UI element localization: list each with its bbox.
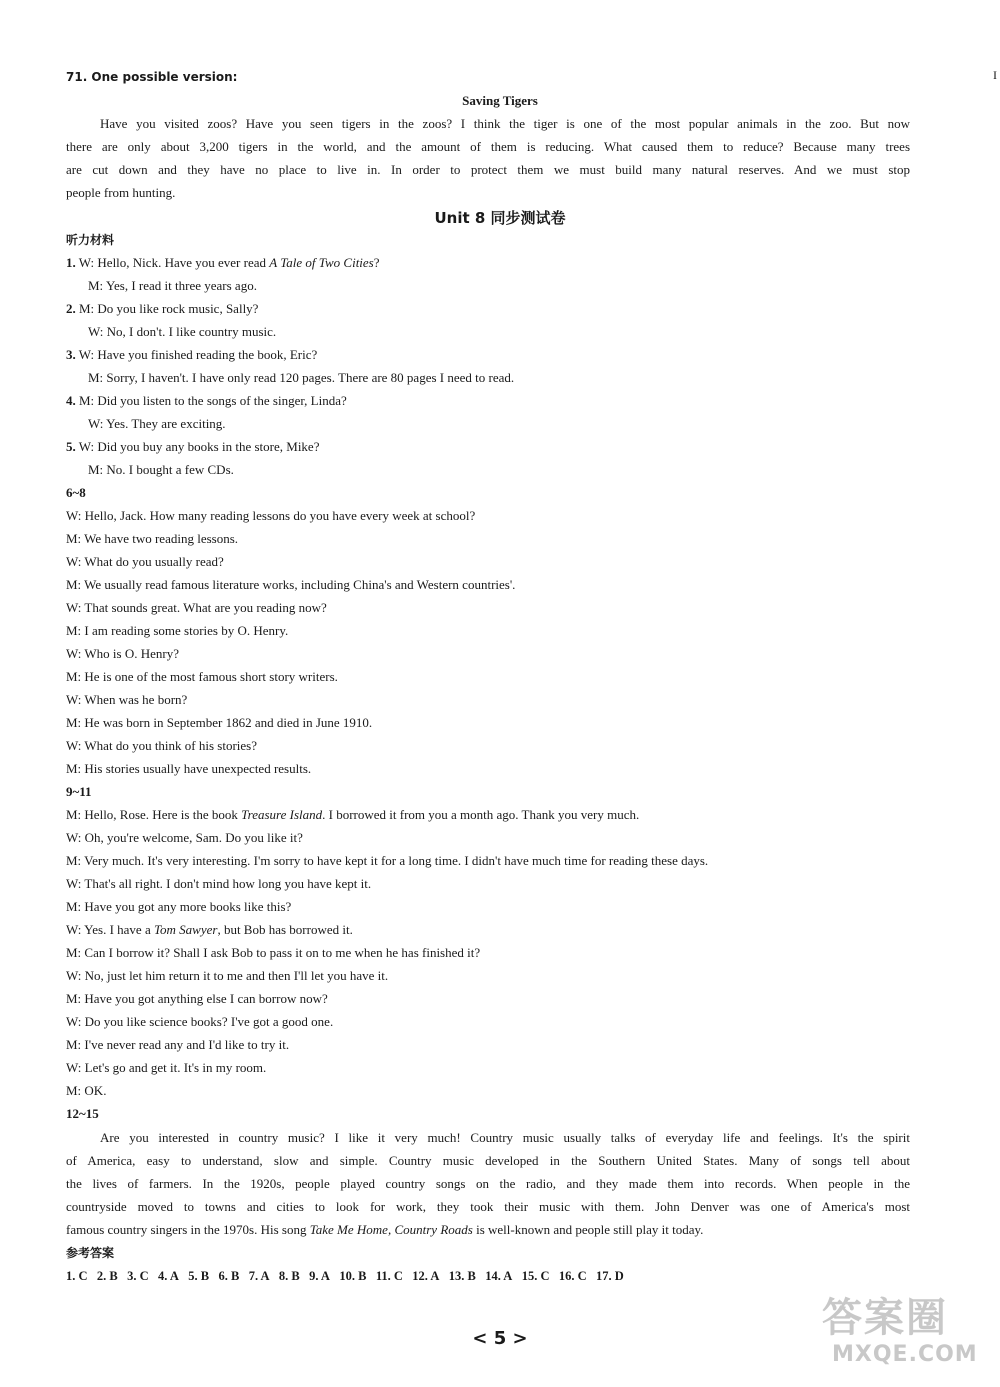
unit-title: Unit 8 同步测试卷 — [434, 209, 566, 227]
passage-text: is well-known and people still play it today. — [472, 1222, 704, 1237]
essay-line: are cut down and they have no place to live in. In order to protect them we must build many natural reserves. And we must stop — [66, 162, 910, 177]
dialogue-line — [66, 806, 639, 824]
dialogue-line: W: Who is O. Henry? — [66, 646, 180, 661]
question-number: 5. — [66, 439, 76, 454]
dialogue-line: W: Do you like science books? I've got a good one. — [66, 1014, 334, 1029]
dialogue-line: W: Oh, you're welcome, Sam. Do you like it? — [66, 830, 303, 845]
dialogue-line: W: Let's go and get it. It's in my room. — [66, 1060, 267, 1075]
essay-line: people from hunting. — [66, 185, 176, 200]
dialogue-line: W: Yes. They are exciting. — [88, 416, 226, 431]
dialogue-line: W: Did you buy any books in the store, Mike? — [78, 439, 320, 454]
dialogue-line: W: When was he born? — [66, 692, 188, 707]
question-5 — [66, 438, 319, 456]
answer-item: 7. A — [248, 1269, 270, 1283]
answer-item: 14. A — [485, 1269, 513, 1283]
essay-title: Saving Tigers — [462, 93, 538, 108]
dialogue-line: W: That sounds great. What are you reading now? — [66, 600, 327, 615]
dialogue-line: W: Hello, Jack. How many reading lessons do you have every week at school? — [66, 508, 476, 523]
dialogue-line: W: Hello, Nick. Have you ever read — [78, 255, 270, 270]
question-2 — [66, 300, 258, 318]
dialogue-line: W: No, just let him return it to me and then I'll let you have it. — [66, 968, 389, 983]
listening-heading: 听力材料 — [66, 233, 115, 247]
dialogue-line: W: That's all right. I don't mind how long you have kept it. — [66, 876, 372, 891]
answer-item: 2. B — [96, 1269, 118, 1283]
question-number: 2. — [66, 301, 76, 316]
answer-item: 17. D — [596, 1269, 624, 1283]
dialogue-text: . I borrowed it from you a month ago. Thank you very much. — [322, 807, 640, 822]
answer-item: 6. B — [218, 1269, 240, 1283]
dialogue-line: M: Can I borrow it? Shall I ask Bob to pass it on to me when he has finished it? — [66, 945, 481, 960]
answer-item: 8. B — [278, 1269, 300, 1283]
question-4 — [66, 392, 347, 410]
answers-heading: 参考答案 — [66, 1246, 115, 1260]
dialogue-line: M: We usually read famous literature works, including China's and Western countries'. — [66, 577, 516, 592]
dialogue-line: M: No. I bought a few CDs. — [88, 462, 234, 477]
dialogue-line: W: Have you finished reading the book, Eric? — [78, 347, 318, 362]
answer-item: 15. C — [521, 1269, 550, 1283]
dialogue-line: W: No, I don't. I like country music. — [88, 324, 277, 339]
dialogue-line: M: Very much. It's very interesting. I'm sorry to have kept it for a long time. I didn't have much time for reading these days. — [66, 853, 709, 868]
answer-list — [66, 1267, 624, 1285]
dialogue-line: W: What do you think of his stories? — [66, 738, 258, 753]
dialogue-line: M: Yes, I read it three years ago. — [88, 278, 257, 293]
answer-item: 5. B — [188, 1269, 210, 1283]
answer-item: 12. A — [412, 1269, 440, 1283]
dialogue-line: M: I am reading some stories by O. Henry. — [66, 623, 289, 638]
dialogue-line: M: His stories usually have unexpected results. — [66, 761, 312, 776]
passage-line: the lives of farmers. In the 1920s, people played country songs on the radio, and they made them into records. When people in the — [66, 1176, 910, 1191]
dialogue-text: , but Bob has borrowed it. — [217, 922, 353, 937]
dialogue-line: M: He is one of the most famous short story writers. — [66, 669, 338, 684]
passage-line: Are you interested in country music? I like it very much! Country music usually talks of everyday life and feelings. It's the spirit — [100, 1130, 910, 1145]
answer-item: 13. B — [448, 1269, 476, 1283]
answer-item: 1. C — [66, 1269, 88, 1283]
dialogue-line: M: He was born in September 1862 and died in June 1910. — [66, 715, 373, 730]
answer-item: 11. C — [375, 1269, 403, 1283]
section-label: 6~8 — [66, 485, 86, 500]
question-number: 1. — [66, 255, 76, 270]
song-title: Take Me Home, Country Roads — [309, 1222, 473, 1237]
dialogue-text: W: Yes. I have a — [66, 922, 154, 937]
dialogue-line: M: Sorry, I haven't. I have only read 120 pages. There are 80 pages I need to read. — [88, 370, 515, 385]
watermark-logo — [822, 1294, 982, 1374]
question-1 — [66, 254, 380, 272]
passage-line — [66, 1221, 703, 1239]
section-label: 9~11 — [66, 784, 92, 799]
book-title: Treasure Island — [241, 807, 323, 822]
watermark-text: 答案圈 — [822, 1295, 948, 1341]
essay-line: there are only about 3,200 tigers in the world, and the amount of them is reducing. What caused them to reduce? Because many trees — [66, 139, 910, 154]
dialogue-line: M: Did you listen to the songs of the singer, Linda? — [79, 393, 347, 408]
question-3 — [66, 346, 317, 364]
passage-line: countryside moved to towns and cities to look for work, they took their music with them. John Denver was one of America's most — [66, 1199, 910, 1214]
dialogue-line: M: We have two reading lessons. — [66, 531, 239, 546]
dialogue-line: M: OK. — [66, 1083, 107, 1098]
dialogue-line — [66, 921, 353, 939]
question-number: 3. — [66, 347, 76, 362]
passage-text: famous country singers in the 1970s. His song — [66, 1222, 310, 1237]
dialogue-line: M: I've never read any and I'd like to try it. — [66, 1037, 290, 1052]
dialogue-line: M: Have you got anything else I can borrow now? — [66, 991, 328, 1006]
dialogue-line: M: Have you got any more books like this? — [66, 899, 292, 914]
answer-item: 10. B — [339, 1269, 367, 1283]
passage-line: of America, easy to understand, slow and simple. Country music developed in the Southern United States. Many of songs tell about — [66, 1153, 910, 1168]
book-title: A Tale of Two Cities — [269, 255, 374, 270]
dialogue-line: W: What do you usually read? — [66, 554, 224, 569]
question-number: 4. — [66, 393, 76, 408]
essay-line: Have you visited zoos? Have you seen tigers in the zoos? I think the tiger is one of the most popular animals in the zoo. But now — [100, 116, 910, 131]
punctuation: ? — [373, 255, 380, 270]
dialogue-line: M: Do you like rock music, Sally? — [79, 301, 259, 316]
edge-mark: I — [993, 68, 997, 82]
answer-item: 9. A — [309, 1269, 330, 1283]
dialogue-text: M: Hello, Rose. Here is the book — [66, 807, 242, 822]
essay-heading: 71. One possible version: — [66, 70, 238, 84]
section-label: 12~15 — [66, 1106, 99, 1121]
page-number: < 5 > — [472, 1328, 528, 1349]
answer-item: 3. C — [127, 1269, 149, 1283]
book-title: Tom Sawyer — [153, 922, 218, 937]
watermark-url: MXQE.COM — [832, 1342, 978, 1367]
answer-item: 4. A — [158, 1269, 179, 1283]
answer-item: 16. C — [558, 1269, 587, 1283]
